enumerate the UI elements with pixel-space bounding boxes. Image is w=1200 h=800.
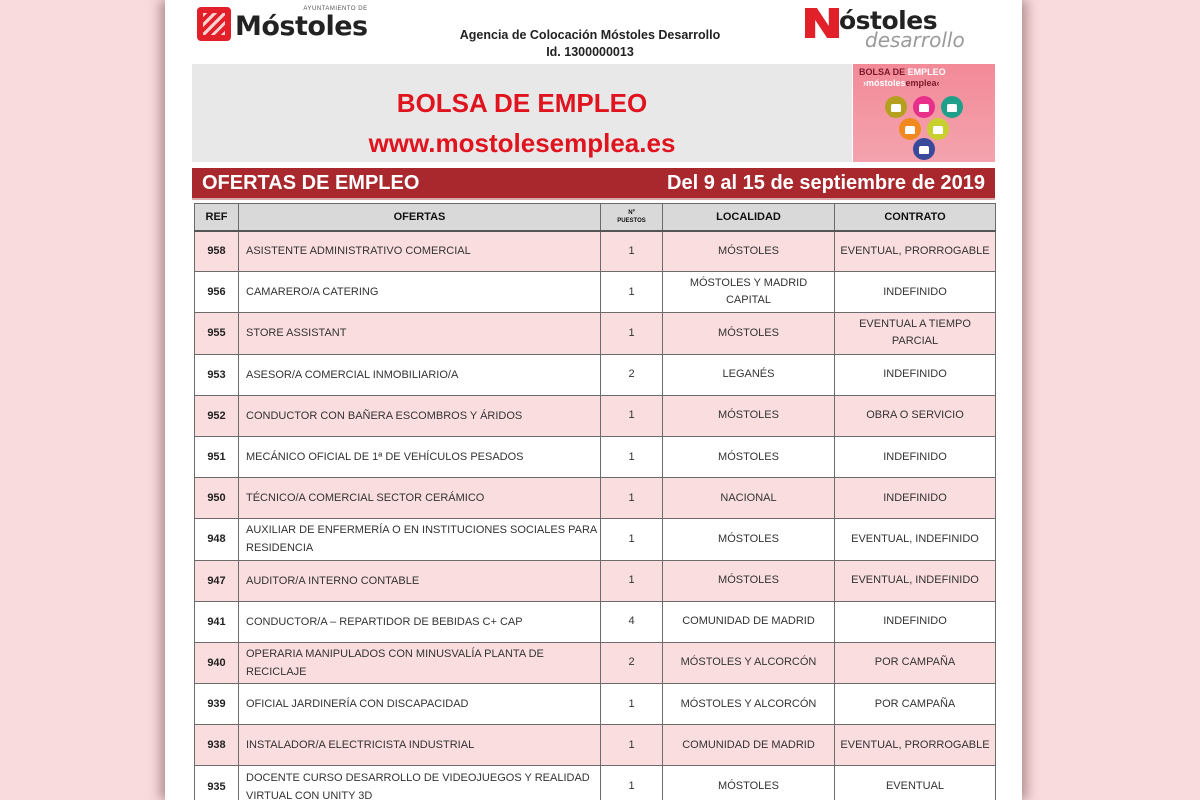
title-banner [192, 64, 852, 162]
logo-right-sub: desarrollo [865, 28, 965, 52]
table-row [195, 231, 996, 272]
ref-cell: 950 [195, 478, 239, 519]
puestos-cell: 1 [601, 725, 663, 766]
ref-cell: 958 [195, 231, 239, 272]
table-row [195, 684, 996, 725]
person-icon [899, 118, 921, 140]
col-ref: REF [195, 204, 239, 231]
ref-cell: 939 [195, 684, 239, 725]
person-icon [913, 138, 935, 160]
table-header-row [195, 204, 996, 231]
contrato-cell: EVENTUAL A TIEMPO PARCIAL [835, 313, 996, 354]
mostoles-shield-icon [197, 7, 231, 41]
ref-cell: 948 [195, 519, 239, 560]
promo-image [853, 64, 995, 162]
ref-cell: 941 [195, 601, 239, 642]
person-icon [885, 96, 907, 118]
promo-line1-a: BOLSA DE [859, 67, 908, 77]
table-row [195, 642, 996, 683]
col-puestos: Nº PUESTOS [601, 204, 663, 231]
table-row [195, 478, 996, 519]
puestos-cell: 4 [601, 601, 663, 642]
ref-cell: 955 [195, 313, 239, 354]
table-row [195, 436, 996, 477]
contrato-cell: EVENTUAL, PRORROGABLE [835, 725, 996, 766]
agency-id: Id. 1300000013 [546, 45, 634, 59]
ref-cell: 953 [195, 354, 239, 395]
contrato-cell: INDEFINIDO [835, 354, 996, 395]
contrato-cell: POR CAMPAÑA [835, 684, 996, 725]
localidad-cell: MÓSTOLES Y ALCORCÓN [663, 642, 835, 683]
localidad-cell: COMUNIDAD DE MADRID [663, 725, 835, 766]
promo-line2-a: ›móstoles [863, 78, 906, 88]
ref-cell: 956 [195, 272, 239, 313]
puestos-cell: 2 [601, 354, 663, 395]
person-icon [913, 96, 935, 118]
person-icon [927, 118, 949, 140]
logo-subtitle: AYUNTAMIENTO DE [303, 6, 368, 12]
contrato-cell: EVENTUAL, PRORROGABLE [835, 231, 996, 272]
contrato-cell: EVENTUAL, INDEFINIDO [835, 560, 996, 601]
contrato-cell: INDEFINIDO [835, 478, 996, 519]
oferta-cell: CONDUCTOR/A – REPARTIDOR DE BEBIDAS C+ CAP [239, 601, 601, 642]
localidad-cell: MÓSTOLES Y MADRID CAPITAL [663, 272, 835, 313]
ref-cell: 951 [195, 436, 239, 477]
promo-line2-b: emplea‹ [905, 78, 940, 88]
oferta-cell: DOCENTE CURSO DESARROLLO DE VIDEOJUEGOS Y REALIDAD VIRTUAL CON UNITY 3D [239, 766, 601, 800]
puestos-cell: 1 [601, 313, 663, 354]
col-ofertas: OFERTAS [239, 204, 601, 231]
section-bar [192, 168, 995, 200]
localidad-cell: MÓSTOLES [663, 560, 835, 601]
col-contrato: CONTRATO [835, 204, 996, 231]
promo-line1-b: EMPLEO [907, 67, 946, 77]
agency-info [430, 27, 750, 61]
ref-cell: 947 [195, 560, 239, 601]
puestos-cell: 1 [601, 395, 663, 436]
puestos-cell: 1 [601, 231, 663, 272]
contrato-cell: INDEFINIDO [835, 436, 996, 477]
contrato-cell: EVENTUAL, INDEFINIDO [835, 519, 996, 560]
table-row [195, 354, 996, 395]
localidad-cell: MÓSTOLES Y ALCORCÓN [663, 684, 835, 725]
oferta-cell: MECÁNICO OFICIAL DE 1ª DE VEHÍCULOS PESADOS [239, 436, 601, 477]
contrato-cell: OBRA O SERVICIO [835, 395, 996, 436]
oferta-cell: OPERARIA MANIPULADOS CON MINUSVALÍA PLANTA DE RECICLAJE [239, 642, 601, 683]
ref-cell: 938 [195, 725, 239, 766]
logo-right-main: óstoles [839, 6, 938, 35]
localidad-cell: MÓSTOLES [663, 395, 835, 436]
localidad-cell: MÓSTOLES [663, 436, 835, 477]
localidad-cell: COMUNIDAD DE MADRID [663, 601, 835, 642]
table-row [195, 519, 996, 560]
localidad-cell: MÓSTOLES [663, 231, 835, 272]
oferta-cell: TÉCNICO/A COMERCIAL SECTOR CERÁMICO [239, 478, 601, 519]
table-row [195, 766, 996, 800]
table-row [195, 560, 996, 601]
n-mark-icon [805, 8, 839, 38]
puestos-cell: 1 [601, 766, 663, 800]
oferta-cell: AUDITOR/A INTERNO CONTABLE [239, 560, 601, 601]
person-icon [941, 96, 963, 118]
puestos-cell: 1 [601, 478, 663, 519]
table-row [195, 272, 996, 313]
oferta-cell: CONDUCTOR CON BAÑERA ESCOMBROS Y ÁRIDOS [239, 395, 601, 436]
puestos-cell: 2 [601, 642, 663, 683]
document-page [165, 0, 1022, 800]
localidad-cell: MÓSTOLES [663, 519, 835, 560]
agency-name: Agencia de Colocación Móstoles Desarrollo [459, 28, 721, 42]
contrato-cell: POR CAMPAÑA [835, 642, 996, 683]
puestos-cell: 1 [601, 684, 663, 725]
banner-url: www.mostolesemplea.es [368, 128, 676, 158]
puestos-cell: 1 [601, 436, 663, 477]
table-row [195, 313, 996, 354]
ayuntamiento-mostoles-logo [197, 6, 368, 41]
banner-title: BOLSA DE EMPLEO [396, 88, 648, 118]
col-localidad: LOCALIDAD [663, 204, 835, 231]
localidad-cell: MÓSTOLES [663, 313, 835, 354]
localidad-cell: MÓSTOLES [663, 766, 835, 800]
ref-cell: 940 [195, 642, 239, 683]
oferta-cell: ASESOR/A COMERCIAL INMOBILIARIO/A [239, 354, 601, 395]
section-title: OFERTAS DE EMPLEO [202, 171, 420, 194]
localidad-cell: LEGANÉS [663, 354, 835, 395]
mostoles-desarrollo-logo [805, 8, 975, 50]
table-row [195, 725, 996, 766]
oferta-cell: AUXILIAR DE ENFERMERÍA O EN INSTITUCIONES SOCIALES PARA RESIDENCIA [239, 519, 601, 560]
puestos-cell: 1 [601, 519, 663, 560]
logo-name: Móstoles [235, 11, 368, 42]
ref-cell: 952 [195, 395, 239, 436]
contrato-cell: INDEFINIDO [835, 601, 996, 642]
table-row [195, 601, 996, 642]
puestos-cell: 1 [601, 272, 663, 313]
date-range: Del 9 al 15 de septiembre de 2019 [667, 171, 985, 194]
table-row [195, 395, 996, 436]
oferta-cell: STORE ASSISTANT [239, 313, 601, 354]
ref-cell: 935 [195, 766, 239, 800]
contrato-cell: EVENTUAL [835, 766, 996, 800]
oferta-cell: INSTALADOR/A ELECTRICISTA INDUSTRIAL [239, 725, 601, 766]
oferta-cell: ASISTENTE ADMINISTRATIVO COMERCIAL [239, 231, 601, 272]
oferta-cell: OFICIAL JARDINERÍA CON DISCAPACIDAD [239, 684, 601, 725]
puestos-cell: 1 [601, 560, 663, 601]
contrato-cell: INDEFINIDO [835, 272, 996, 313]
oferta-cell: CAMARERO/A CATERING [239, 272, 601, 313]
localidad-cell: NACIONAL [663, 478, 835, 519]
job-offers-table [194, 203, 996, 800]
